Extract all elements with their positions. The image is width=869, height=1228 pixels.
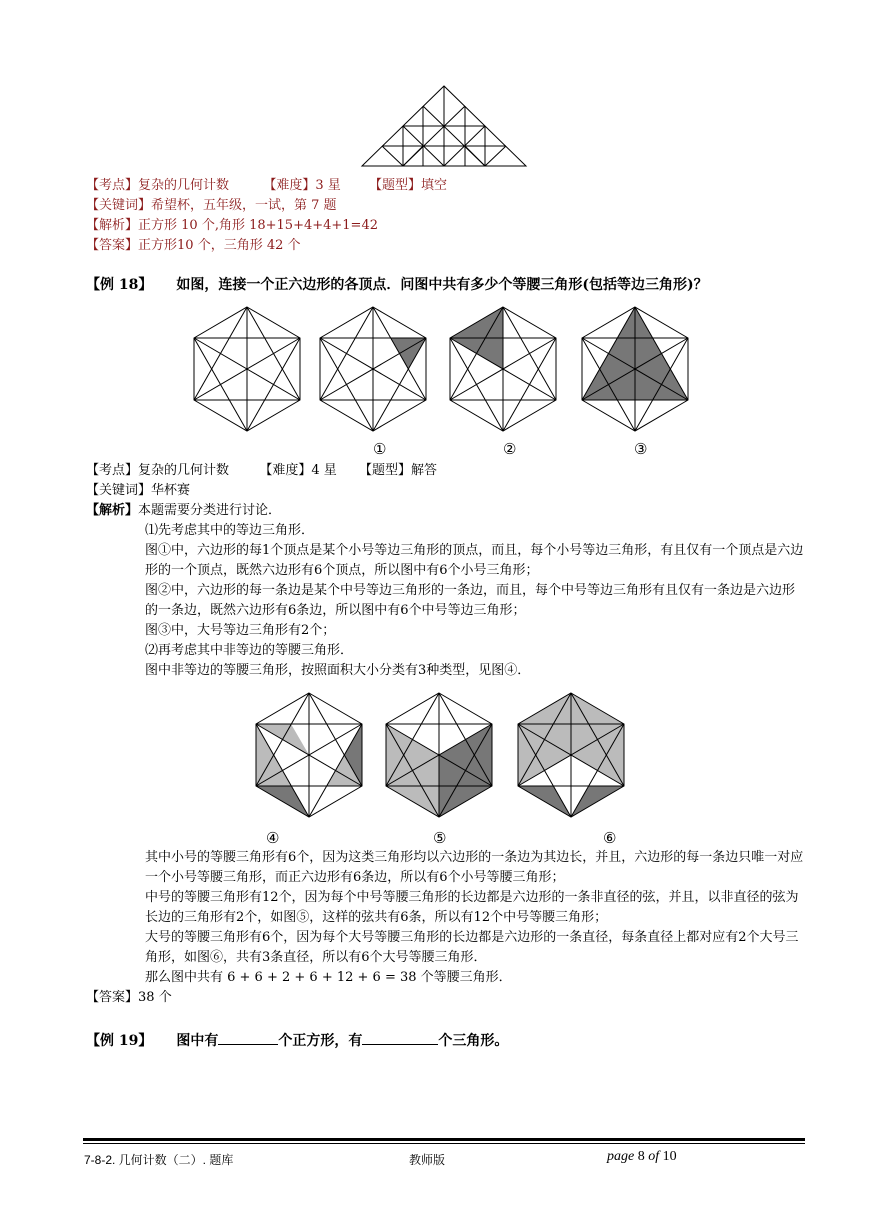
q-part3: 个三角形。 [438,1033,509,1049]
ex18-answer-line [86,988,172,1008]
hexagon-fig3 [582,307,688,431]
ex18-keywords-line [86,481,190,501]
of-word: of [648,1149,660,1164]
fig-label-1: ① [373,440,387,458]
tixing-label: 【题型】 [369,178,422,193]
hexagon-fig2 [450,307,556,431]
tixing-value: 填空 [421,178,448,193]
analysis-line: 那么图中共有 6 + 6 + 2 + 6 + 12 + 6 = 38 个等腰三角形． [145,970,512,985]
answer-blank-squares[interactable] [218,1030,278,1045]
prev-analysis-line [86,216,378,236]
ex18-meta-line [86,461,437,481]
analysis-block-2 [145,848,807,988]
guanjianci-label: 【关键词】 [86,483,152,498]
analysis-block-1 [145,521,807,681]
example-19-question [86,1030,508,1050]
prev-meta-line [86,176,447,196]
page-total: 10 [662,1149,677,1164]
hexagon-fig1 [320,307,426,431]
answer-blank-triangles[interactable] [362,1030,438,1045]
analysis-line: 图中非等边的等腰三角形，按照面积大小分类有3种类型，见图④． [145,663,531,678]
daan-label: 【答案】 [86,990,139,1005]
kaodian-label: 【考点】 [86,463,139,478]
jiexi-label: 【解析】 [86,218,139,233]
footer-page [607,1149,677,1165]
footer-center: 教师版 [409,1153,446,1167]
footer-left: 7-8-2. 几何计数（二）. 题库 [84,1153,234,1167]
hexagon-fig6 [518,693,624,817]
prev-answer-line [86,236,301,256]
guanjianci-value: 华杯赛 [151,483,191,498]
jiexi-intro: 本题需要分类进行讨论． [138,503,282,518]
kaodian-label: 【考点】 [86,178,139,193]
nandu-value: 3 星 [315,178,341,193]
footer-rule-thick [83,1138,805,1141]
analysis-line: 图②中，六边形的每一条边是某个中号等边三角形的一条边，而且，每个中号等边三角形有且仅有一条边是六边形的一条边，既然六边形有6条边，所以图中有6个中号等边三角形； [145,583,796,618]
analysis-line: ⑴先考虑其中的等边三角形． [145,523,315,538]
analysis-line: 中号的等腰三角形有12个，因为每个中号等腰三角形的长边都是六边形的一条非直径的弦，并且，以非直径的弦为长边的三角形有2个，如图⑤，这样的弦共有6条，所以有12个中号等腰三角形； [145,890,799,925]
nandu-label: 【难度】 [259,463,312,478]
hexagon-fig5 [386,693,492,817]
kaodian-value: 复杂的几何计数 [138,463,230,478]
analysis-line: ⑵再考虑其中非等边的等腰三角形． [145,643,354,658]
hexagon-figures-row2 [252,686,642,824]
analysis-line: 大号的等腰三角形有6个，因为每个大号等腰三角形的长边都是六边形的一条直径，每条直径上都对应有2个大号三角形，如图⑥，共有3条直径，所以有6个大号等腰三角形． [145,930,799,965]
daan-label: 【答案】 [86,238,139,253]
tixing-value: 解答 [411,463,438,478]
fig-label-2: ② [503,440,517,458]
fig-label-5: ⑤ [433,829,447,847]
q-part2: 个正方形，有 [278,1033,363,1049]
guanjianci-value: 希望杯，五年级，一试，第 7 题 [151,198,337,213]
q-part1: 图中有 [176,1033,219,1049]
example-18-question [86,274,708,294]
hexagon-fig4 [256,693,362,817]
prev-keywords-line [86,196,337,216]
example-18-text: 如图，连接一个正六边形的各顶点．问图中共有多少个等腰三角形(包括等边三角形)？ [176,277,708,293]
page-word: page [607,1149,635,1164]
example-18-label: 【例 18】 [86,277,153,293]
kaodian-value: 复杂的几何计数 [138,178,230,193]
jiexi-label: 【解析】 [86,503,139,518]
example-19-label: 【例 19】 [86,1033,153,1049]
jiexi-value: 正方形 10 个,角形 18+15+4+4+1=42 [138,218,378,233]
triangle-grid-figure [360,84,528,168]
fig-label-6: ⑥ [603,829,617,847]
daan-value: 38 个 [138,990,172,1005]
daan-value: 正方形10 个，三角形 42 个 [138,238,301,253]
guanjianci-label: 【关键词】 [86,198,152,213]
hexagon-plain [194,307,300,431]
analysis-line: 其中小号的等腰三角形有6个，因为这类三角形均以六边形的一条边为其边长，并且，六边形的每一条边只唯一对应一个小号等腰三角形，而正六边形有6条边，所以有6个小号等腰三角形； [145,850,804,885]
tixing-label: 【题型】 [359,463,412,478]
page-number: 8 [637,1149,645,1164]
fig-label-4: ④ [266,829,280,847]
ex18-analysis-intro [86,501,281,521]
nandu-label: 【难度】 [263,178,316,193]
analysis-line: 图①中，六边形的每1个顶点是某个小号等边三角形的顶点，而且，每个小号等边三角形，有且仅有一个顶点是六边形的一个顶点，既然六边形有6个顶点，所以图中有6个小号三角形； [145,543,804,578]
analysis-line: 图③中，大号等边三角形有2个； [145,623,336,638]
nandu-value: 4 星 [311,463,337,478]
footer-rule-thin [83,1143,805,1144]
fig-label-3: ③ [634,440,648,458]
hexagon-figures-row1 [190,300,700,438]
